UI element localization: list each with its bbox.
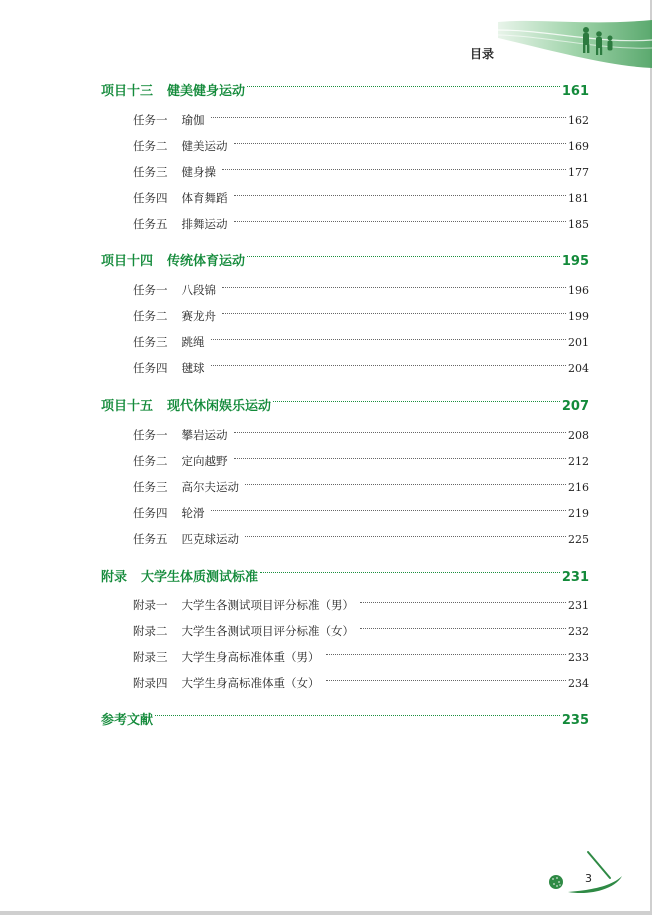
toc-task-entry[interactable] bbox=[133, 308, 589, 324]
task-title: 跳绳 bbox=[181, 335, 205, 349]
task-page-number: 233 bbox=[568, 651, 589, 664]
task-page-number: 169 bbox=[568, 140, 589, 153]
task-title: 大学生各测试项目评分标准（女） bbox=[181, 624, 354, 638]
task-number: 任务五 bbox=[133, 532, 168, 546]
section-page-number: 195 bbox=[561, 254, 589, 269]
toc-task-entry[interactable] bbox=[133, 360, 589, 376]
task-number: 任务四 bbox=[133, 361, 168, 375]
toc-task-entry[interactable] bbox=[133, 190, 589, 206]
task-page-number: 231 bbox=[568, 599, 589, 612]
toc-task-entry[interactable] bbox=[133, 334, 589, 350]
task-number: 任务二 bbox=[133, 139, 168, 153]
toc-task-entry[interactable] bbox=[133, 479, 589, 495]
task-number: 任务三 bbox=[133, 165, 168, 179]
task-page-number: 181 bbox=[568, 192, 589, 205]
dot-leader bbox=[360, 602, 566, 603]
toc-section-entry[interactable] bbox=[101, 709, 589, 728]
task-page-number: 219 bbox=[568, 507, 589, 520]
task-number: 附录一 bbox=[133, 598, 168, 612]
task-title: 大学生各测试项目评分标准（男） bbox=[181, 598, 354, 612]
task-page-number: 225 bbox=[568, 533, 589, 546]
task-number: 任务四 bbox=[133, 506, 168, 520]
dot-leader bbox=[211, 365, 567, 366]
dot-leader bbox=[247, 256, 560, 257]
task-page-number: 234 bbox=[568, 677, 589, 690]
dot-leader bbox=[222, 313, 566, 314]
task-title: 健身操 bbox=[181, 165, 216, 179]
toc-task-entry[interactable] bbox=[133, 597, 589, 613]
toc-task-entry[interactable] bbox=[133, 649, 589, 665]
dot-leader bbox=[211, 510, 567, 511]
toc-task-entry[interactable] bbox=[133, 531, 589, 547]
task-title: 毽球 bbox=[181, 361, 205, 375]
dot-leader bbox=[234, 143, 567, 144]
task-title: 体育舞蹈 bbox=[181, 191, 228, 205]
task-number: 附录四 bbox=[133, 676, 168, 690]
task-number: 任务一 bbox=[133, 428, 168, 442]
dot-leader bbox=[211, 339, 567, 340]
dot-leader bbox=[155, 715, 560, 716]
task-number: 附录二 bbox=[133, 624, 168, 638]
section-page-number: 207 bbox=[561, 399, 589, 414]
section-number: 项目十五 bbox=[101, 399, 154, 414]
task-page-number: 201 bbox=[568, 336, 589, 349]
toc-task-entry[interactable] bbox=[133, 164, 589, 180]
task-page-number: 232 bbox=[568, 625, 589, 638]
dot-leader bbox=[234, 195, 567, 196]
section-page-number: 161 bbox=[561, 84, 589, 99]
task-number: 任务四 bbox=[133, 191, 168, 205]
dot-leader bbox=[273, 401, 560, 402]
task-page-number: 212 bbox=[568, 455, 589, 468]
dot-leader bbox=[247, 86, 560, 87]
task-title: 定向越野 bbox=[181, 454, 228, 468]
task-page-number: 199 bbox=[568, 310, 589, 323]
section-number: 参考文献 bbox=[101, 713, 154, 728]
dot-leader bbox=[211, 117, 567, 118]
task-number: 任务五 bbox=[133, 217, 168, 231]
task-number: 附录三 bbox=[133, 650, 168, 664]
task-page-number: 177 bbox=[568, 166, 589, 179]
dot-leader bbox=[360, 628, 566, 629]
section-number: 附录 bbox=[101, 570, 128, 585]
dot-leader bbox=[222, 169, 566, 170]
toc-task-entry[interactable] bbox=[133, 505, 589, 521]
page-number: 3 bbox=[585, 872, 592, 885]
task-title: 大学生身高标准体重（男） bbox=[181, 650, 320, 664]
toc-task-entry[interactable] bbox=[133, 112, 589, 128]
task-title: 攀岩运动 bbox=[181, 428, 228, 442]
task-title: 轮滑 bbox=[181, 506, 205, 520]
dot-leader bbox=[326, 680, 567, 681]
task-number: 任务三 bbox=[133, 335, 168, 349]
task-title: 赛龙舟 bbox=[181, 309, 216, 323]
dot-leader bbox=[245, 536, 566, 537]
dot-leader bbox=[245, 484, 566, 485]
task-page-number: 162 bbox=[568, 114, 589, 127]
task-number: 任务三 bbox=[133, 480, 168, 494]
section-title: 现代休闲娱乐运动 bbox=[167, 399, 272, 414]
section-title: 健美健身运动 bbox=[167, 84, 246, 99]
task-page-number: 216 bbox=[568, 481, 589, 494]
task-page-number: 196 bbox=[568, 284, 589, 297]
dot-leader bbox=[222, 287, 566, 288]
toc-task-entry[interactable] bbox=[133, 623, 589, 639]
toc-section-entry[interactable] bbox=[101, 395, 589, 414]
section-title: 传统体育运动 bbox=[167, 254, 246, 269]
toc-task-entry[interactable] bbox=[133, 453, 589, 469]
section-page-number: 235 bbox=[561, 713, 589, 728]
task-page-number: 208 bbox=[568, 429, 589, 442]
toc-task-entry[interactable] bbox=[133, 675, 589, 691]
task-number: 任务二 bbox=[133, 454, 168, 468]
toc-task-entry[interactable] bbox=[133, 282, 589, 298]
dot-leader bbox=[234, 432, 567, 433]
dot-leader bbox=[326, 654, 567, 655]
dot-leader bbox=[234, 221, 567, 222]
section-number: 项目十三 bbox=[101, 84, 154, 99]
toc-section-entry[interactable] bbox=[101, 566, 589, 585]
task-title: 排舞运动 bbox=[181, 217, 228, 231]
header-banner-runners-icon bbox=[498, 0, 652, 68]
task-title: 匹克球运动 bbox=[181, 532, 239, 546]
dot-leader bbox=[260, 572, 560, 573]
task-title: 瑜伽 bbox=[181, 113, 205, 127]
toc-section-entry[interactable] bbox=[101, 250, 589, 269]
toc-task-entry[interactable] bbox=[133, 216, 589, 232]
task-page-number: 185 bbox=[568, 218, 589, 231]
dot-leader bbox=[234, 458, 567, 459]
toc-section-entry[interactable] bbox=[101, 80, 589, 99]
task-title: 大学生身高标准体重（女） bbox=[181, 676, 320, 690]
section-page-number: 231 bbox=[561, 570, 589, 585]
task-page-number: 204 bbox=[568, 362, 589, 375]
task-title: 健美运动 bbox=[181, 139, 228, 153]
task-number: 任务一 bbox=[133, 113, 168, 127]
task-number: 任务一 bbox=[133, 283, 168, 297]
toc-task-entry[interactable] bbox=[133, 138, 589, 154]
header-label: 目录 bbox=[470, 47, 495, 61]
task-number: 任务二 bbox=[133, 309, 168, 323]
task-title: 八段锦 bbox=[181, 283, 216, 297]
section-number: 项目十四 bbox=[101, 254, 154, 269]
task-title: 高尔夫运动 bbox=[181, 480, 239, 494]
toc-task-entry[interactable] bbox=[133, 427, 589, 443]
section-title: 大学生体质测试标准 bbox=[141, 570, 259, 585]
